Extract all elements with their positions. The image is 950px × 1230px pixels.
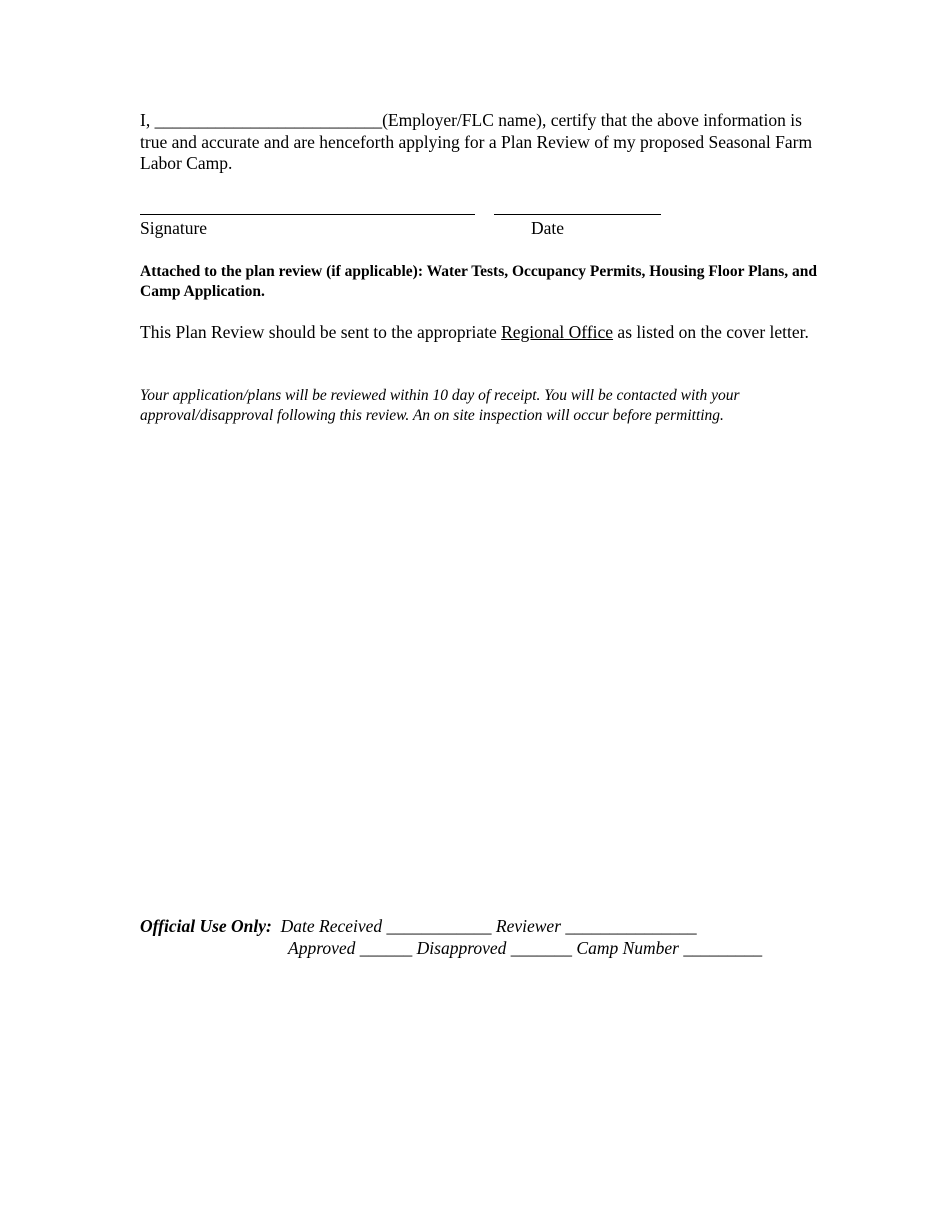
- send-to-text-after: as listed on the cover letter.: [613, 322, 809, 342]
- certification-prefix: I,: [140, 110, 155, 130]
- official-use-row-2: [288, 938, 762, 960]
- date-received-field: Date Received ____________: [280, 916, 492, 936]
- reviewer-field: Reviewer _______________: [495, 916, 697, 936]
- certification-text: (Employer/FLC name), certify that the above information is true and accurate and are henceforth applying for a Plan Review of my proposed Seasonal Farm Labor Camp.: [140, 110, 813, 173]
- approved-field: Approved ______: [288, 937, 413, 958]
- employer-name-blank[interactable]: __________________________: [154, 110, 383, 130]
- signature-lines: [140, 197, 830, 217]
- send-to-instructions: [140, 322, 830, 344]
- review-timeline-note: Your application/plans will be reviewed within 10 day of receipt. You will be contacted with your approval/disapproval following this review. An on site inspection will occur before permitting.: [140, 387, 740, 424]
- certification-statement: [140, 110, 830, 175]
- official-use-label: Official Use Only:: [140, 916, 272, 936]
- signature-line[interactable]: [140, 214, 475, 215]
- disapproved-field: Disapproved _______: [416, 937, 573, 958]
- date-label: Date: [531, 218, 565, 238]
- regional-office-link[interactable]: Regional Office: [501, 322, 614, 342]
- official-use-row-1: [140, 916, 697, 938]
- attachments-note: Attached to the plan review (if applicable): Water Tests, Occupancy Permits, Housing Floor Plans, and Camp Application.: [140, 263, 817, 300]
- send-to-text-before: This Plan Review should be sent to the appropriate: [140, 322, 502, 342]
- camp-number-field: Camp Number _________: [576, 937, 763, 958]
- signature-label: Signature: [140, 218, 208, 238]
- signature-labels: [140, 218, 830, 240]
- date-line[interactable]: [494, 214, 661, 215]
